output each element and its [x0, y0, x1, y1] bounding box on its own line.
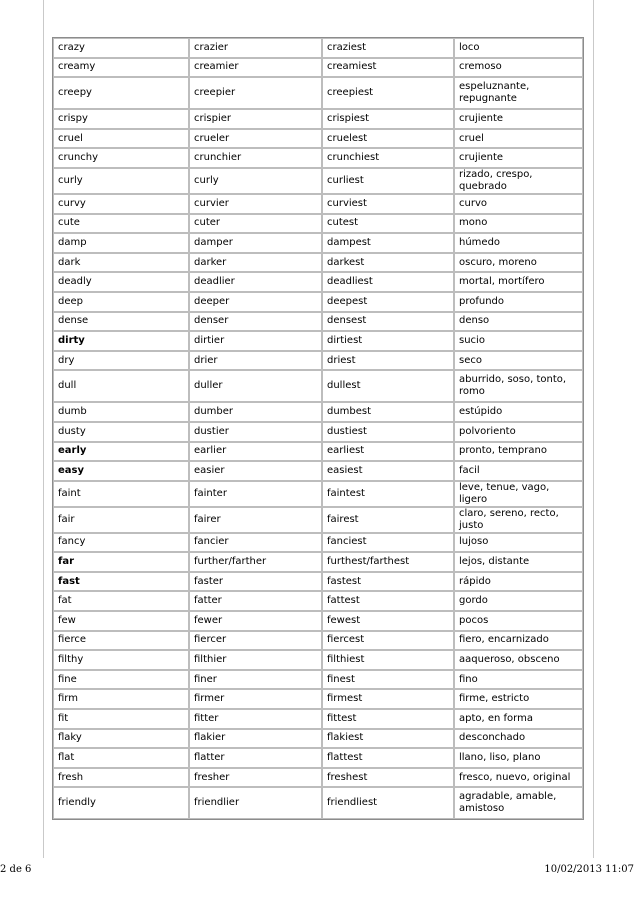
- cell-base: flaky: [53, 729, 189, 749]
- cell-translation: fiero, encarnizado: [454, 631, 583, 651]
- table-row: [53, 650, 583, 670]
- cell-comparative: crispier: [189, 109, 322, 129]
- cell-base: crunchy: [53, 148, 189, 168]
- cell-base: early: [53, 442, 189, 462]
- cell-comparative: dumber: [189, 402, 322, 422]
- table-row: [53, 422, 583, 442]
- cell-superlative: easiest: [322, 461, 454, 481]
- cell-translation: espeluznante, repugnante: [454, 77, 583, 109]
- cell-comparative: flatter: [189, 748, 322, 768]
- cell-translation: mortal, mortífero: [454, 272, 583, 292]
- cell-comparative: filthier: [189, 650, 322, 670]
- cell-comparative: fitter: [189, 709, 322, 729]
- table-row: [53, 442, 583, 462]
- cell-superlative: deepest: [322, 292, 454, 312]
- cell-superlative: cutest: [322, 214, 454, 234]
- cell-base: flat: [53, 748, 189, 768]
- table-row: [53, 331, 583, 351]
- cell-superlative: crunchiest: [322, 148, 454, 168]
- table-row: [53, 481, 583, 507]
- cell-base: creepy: [53, 77, 189, 109]
- table-row: [53, 351, 583, 371]
- cell-comparative: easier: [189, 461, 322, 481]
- table-row: [53, 233, 583, 253]
- cell-base: crispy: [53, 109, 189, 129]
- cell-superlative: flakiest: [322, 729, 454, 749]
- cell-base: dry: [53, 351, 189, 371]
- cell-comparative: fainter: [189, 481, 322, 507]
- cell-comparative: fiercer: [189, 631, 322, 651]
- table-row: [53, 461, 583, 481]
- cell-superlative: curviest: [322, 194, 454, 214]
- cell-superlative: curliest: [322, 168, 454, 194]
- cell-superlative: firmest: [322, 689, 454, 709]
- cell-superlative: fairest: [322, 507, 454, 533]
- cell-base: fancy: [53, 533, 189, 553]
- cell-superlative: furthest/farthest: [322, 552, 454, 572]
- cell-translation: rizado, crespo, quebrado: [454, 168, 583, 194]
- cell-comparative: fewer: [189, 611, 322, 631]
- table-row: [53, 168, 583, 194]
- table-row: [53, 272, 583, 292]
- cell-comparative: curvier: [189, 194, 322, 214]
- cell-superlative: fanciest: [322, 533, 454, 553]
- cell-translation: leve, tenue, vago, ligero: [454, 481, 583, 507]
- cell-superlative: fittest: [322, 709, 454, 729]
- table-row: [53, 38, 583, 58]
- cell-base: dumb: [53, 402, 189, 422]
- cell-comparative: finer: [189, 670, 322, 690]
- cell-translation: apto, en forma: [454, 709, 583, 729]
- cell-translation: húmedo: [454, 233, 583, 253]
- table-row: [53, 312, 583, 332]
- print-datetime: 10/02/2013 11:07: [544, 864, 634, 875]
- table-row: [53, 214, 583, 234]
- table-row: [53, 591, 583, 611]
- cell-comparative: curly: [189, 168, 322, 194]
- cell-superlative: filthiest: [322, 650, 454, 670]
- cell-base: fierce: [53, 631, 189, 651]
- cell-translation: mono: [454, 214, 583, 234]
- cell-translation: curvo: [454, 194, 583, 214]
- table-row: [53, 129, 583, 149]
- cell-superlative: crispiest: [322, 109, 454, 129]
- table-row: [53, 729, 583, 749]
- cell-base: faint: [53, 481, 189, 507]
- cell-base: dirty: [53, 331, 189, 351]
- table-row: [53, 507, 583, 533]
- cell-comparative: denser: [189, 312, 322, 332]
- table-row: [53, 77, 583, 109]
- cell-superlative: darkest: [322, 253, 454, 273]
- cell-comparative: fancier: [189, 533, 322, 553]
- cell-translation: lejos, distante: [454, 552, 583, 572]
- cell-superlative: deadliest: [322, 272, 454, 292]
- cell-comparative: dustier: [189, 422, 322, 442]
- cell-translation: fino: [454, 670, 583, 690]
- cell-base: deadly: [53, 272, 189, 292]
- table-row: [53, 148, 583, 168]
- cell-translation: agradable, amable, amistoso: [454, 787, 583, 819]
- cell-translation: desconchado: [454, 729, 583, 749]
- cell-superlative: craziest: [322, 38, 454, 58]
- page-number: 2 de 6: [0, 864, 32, 875]
- cell-base: fine: [53, 670, 189, 690]
- cell-translation: cruel: [454, 129, 583, 149]
- cell-superlative: creepiest: [322, 77, 454, 109]
- cell-superlative: dirtiest: [322, 331, 454, 351]
- cell-translation: profundo: [454, 292, 583, 312]
- cell-translation: claro, sereno, recto, justo: [454, 507, 583, 533]
- cell-base: few: [53, 611, 189, 631]
- cell-translation: facil: [454, 461, 583, 481]
- cell-superlative: friendliest: [322, 787, 454, 819]
- cell-superlative: dustiest: [322, 422, 454, 442]
- cell-comparative: creamier: [189, 58, 322, 78]
- cell-comparative: duller: [189, 370, 322, 402]
- cell-base: curvy: [53, 194, 189, 214]
- cell-base: far: [53, 552, 189, 572]
- cell-base: dull: [53, 370, 189, 402]
- cell-superlative: dampest: [322, 233, 454, 253]
- cell-base: deep: [53, 292, 189, 312]
- cell-superlative: creamiest: [322, 58, 454, 78]
- cell-translation: oscuro, moreno: [454, 253, 583, 273]
- adjective-table-body: [53, 38, 583, 819]
- cell-comparative: flakier: [189, 729, 322, 749]
- cell-comparative: drier: [189, 351, 322, 371]
- cell-base: fast: [53, 572, 189, 592]
- cell-comparative: firmer: [189, 689, 322, 709]
- table-row: [53, 253, 583, 273]
- cell-comparative: cuter: [189, 214, 322, 234]
- cell-translation: sucio: [454, 331, 583, 351]
- cell-translation: pocos: [454, 611, 583, 631]
- cell-comparative: darker: [189, 253, 322, 273]
- cell-translation: seco: [454, 351, 583, 371]
- table-row: [53, 572, 583, 592]
- cell-base: easy: [53, 461, 189, 481]
- cell-translation: aaqueroso, obsceno: [454, 650, 583, 670]
- cell-comparative: earlier: [189, 442, 322, 462]
- cell-translation: rápido: [454, 572, 583, 592]
- cell-translation: polvoriento: [454, 422, 583, 442]
- cell-translation: estúpido: [454, 402, 583, 422]
- table-row: [53, 292, 583, 312]
- cell-superlative: dullest: [322, 370, 454, 402]
- cell-superlative: densest: [322, 312, 454, 332]
- cell-superlative: cruelest: [322, 129, 454, 149]
- table-row: [53, 670, 583, 690]
- table-row: [53, 402, 583, 422]
- cell-base: cute: [53, 214, 189, 234]
- table-row: [53, 689, 583, 709]
- cell-superlative: flattest: [322, 748, 454, 768]
- table-row: [53, 787, 583, 819]
- cell-base: fat: [53, 591, 189, 611]
- cell-superlative: finest: [322, 670, 454, 690]
- cell-comparative: crunchier: [189, 148, 322, 168]
- cell-superlative: driest: [322, 351, 454, 371]
- cell-translation: pronto, temprano: [454, 442, 583, 462]
- cell-comparative: fresher: [189, 768, 322, 788]
- cell-base: fresh: [53, 768, 189, 788]
- table-row: [53, 370, 583, 402]
- cell-superlative: dumbest: [322, 402, 454, 422]
- cell-translation: crujiente: [454, 148, 583, 168]
- cell-base: curly: [53, 168, 189, 194]
- cell-base: damp: [53, 233, 189, 253]
- cell-superlative: freshest: [322, 768, 454, 788]
- cell-superlative: faintest: [322, 481, 454, 507]
- cell-comparative: damper: [189, 233, 322, 253]
- cell-comparative: deeper: [189, 292, 322, 312]
- cell-base: dusty: [53, 422, 189, 442]
- cell-comparative: fatter: [189, 591, 322, 611]
- table-row: [53, 194, 583, 214]
- cell-comparative: friendlier: [189, 787, 322, 819]
- cell-translation: firme, estricto: [454, 689, 583, 709]
- adjective-table: [52, 37, 584, 820]
- cell-translation: gordo: [454, 591, 583, 611]
- cell-translation: aburrido, soso, tonto, romo: [454, 370, 583, 402]
- cell-comparative: crueler: [189, 129, 322, 149]
- cell-base: crazy: [53, 38, 189, 58]
- cell-translation: crujiente: [454, 109, 583, 129]
- cell-translation: cremoso: [454, 58, 583, 78]
- cell-comparative: dirtier: [189, 331, 322, 351]
- cell-base: dense: [53, 312, 189, 332]
- cell-superlative: fewest: [322, 611, 454, 631]
- cell-base: fit: [53, 709, 189, 729]
- cell-superlative: fiercest: [322, 631, 454, 651]
- cell-base: cruel: [53, 129, 189, 149]
- table-row: [53, 748, 583, 768]
- cell-comparative: crazier: [189, 38, 322, 58]
- cell-translation: fresco, nuevo, original: [454, 768, 583, 788]
- table-row: [53, 709, 583, 729]
- cell-base: friendly: [53, 787, 189, 819]
- cell-translation: llano, liso, plano: [454, 748, 583, 768]
- table-row: [53, 533, 583, 553]
- table-row: [53, 552, 583, 572]
- cell-translation: denso: [454, 312, 583, 332]
- cell-base: dark: [53, 253, 189, 273]
- cell-base: filthy: [53, 650, 189, 670]
- cell-comparative: faster: [189, 572, 322, 592]
- cell-translation: lujoso: [454, 533, 583, 553]
- table-row: [53, 58, 583, 78]
- cell-superlative: earliest: [322, 442, 454, 462]
- cell-base: fair: [53, 507, 189, 533]
- cell-comparative: deadlier: [189, 272, 322, 292]
- table-row: [53, 611, 583, 631]
- table-row: [53, 109, 583, 129]
- cell-comparative: fairer: [189, 507, 322, 533]
- cell-superlative: fastest: [322, 572, 454, 592]
- cell-comparative: creepier: [189, 77, 322, 109]
- cell-translation: loco: [454, 38, 583, 58]
- cell-base: firm: [53, 689, 189, 709]
- cell-superlative: fattest: [322, 591, 454, 611]
- table-row: [53, 631, 583, 651]
- cell-comparative: further/farther: [189, 552, 322, 572]
- cell-base: creamy: [53, 58, 189, 78]
- table-row: [53, 768, 583, 788]
